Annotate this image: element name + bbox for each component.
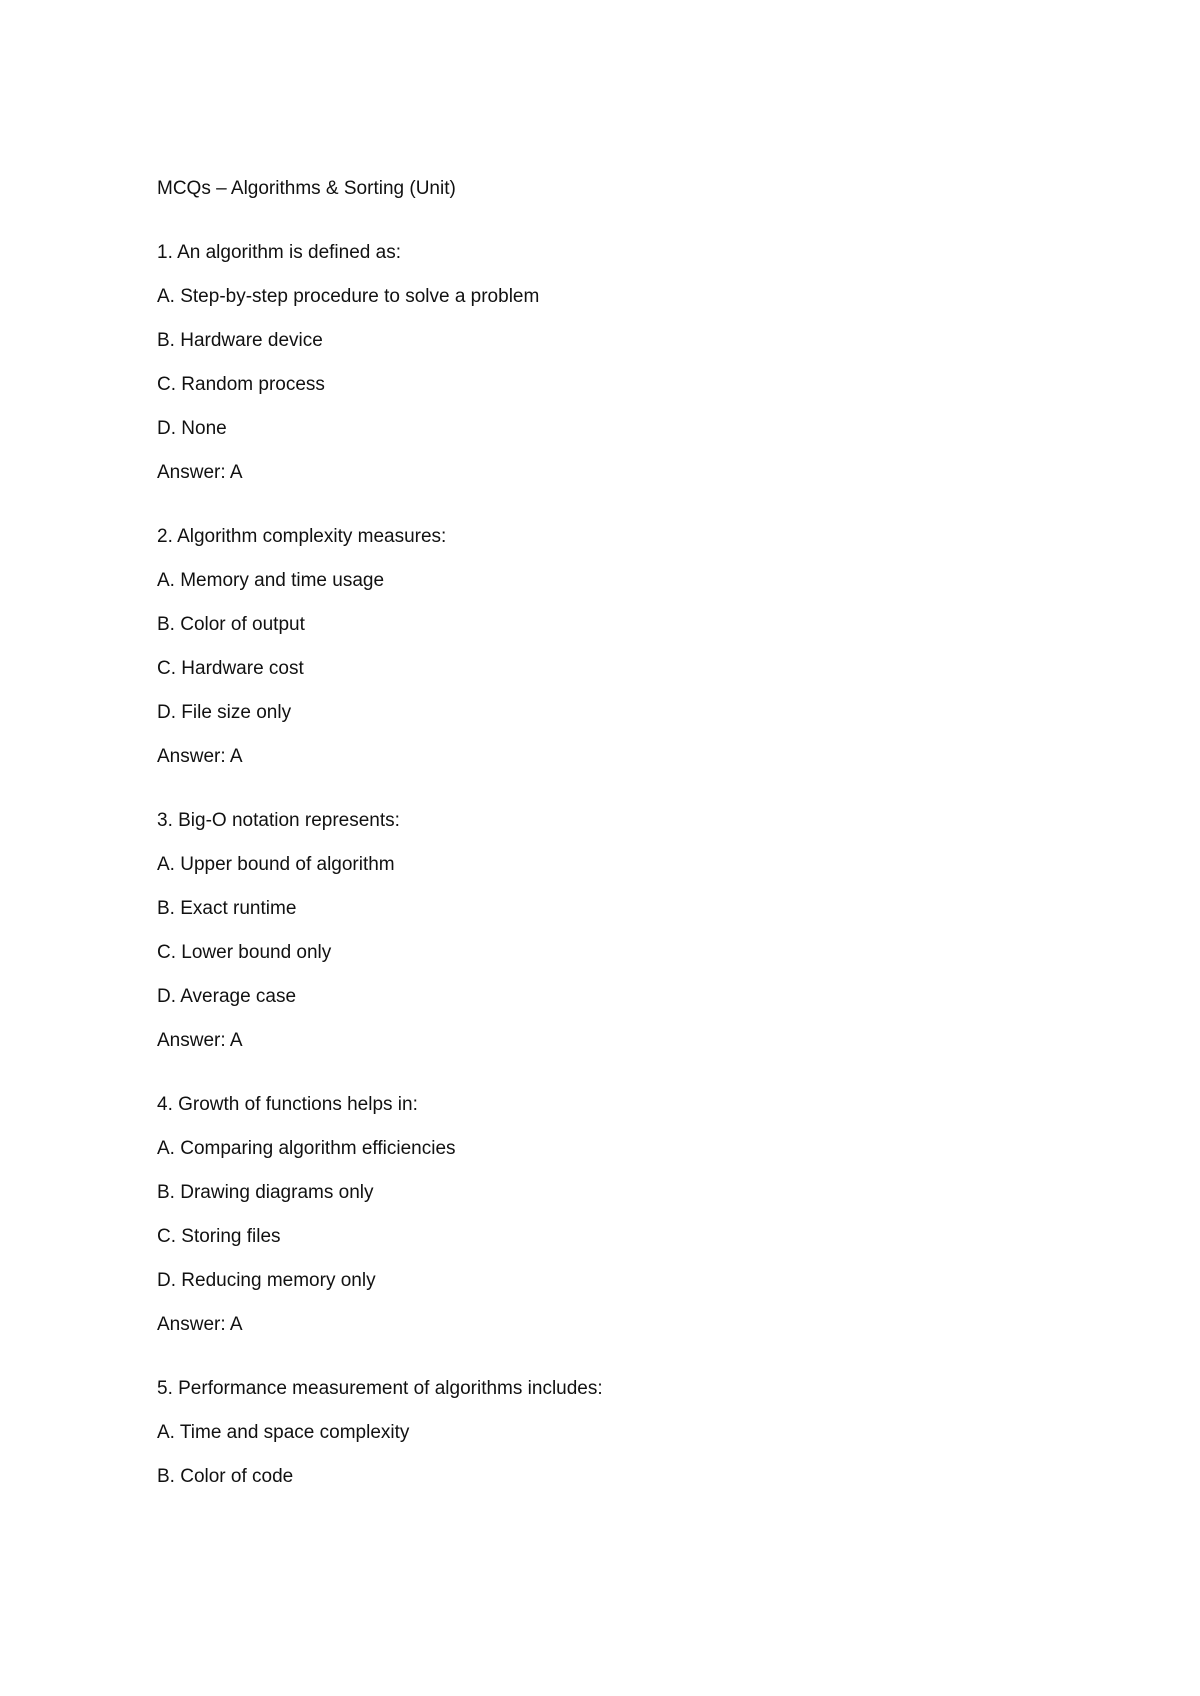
option-b: B. Drawing diagrams only [157, 1182, 374, 1203]
option-a: A. Memory and time usage [157, 570, 385, 591]
question-block [157, 810, 1117, 1052]
question-text: 1. An algorithm is defined as: [157, 242, 401, 263]
document-title: MCQs – Algorithms & Sorting (Unit) [157, 178, 456, 199]
option-d: D. File size only [157, 702, 292, 723]
question-block [157, 242, 1117, 484]
option-a: A. Upper bound of algorithm [157, 854, 395, 875]
option-b: B. Exact runtime [157, 898, 297, 919]
document-content [157, 178, 1117, 1510]
option-d: D. None [157, 418, 227, 439]
answer-text: Answer: A [157, 746, 243, 767]
option-a: A. Comparing algorithm efficiencies [157, 1138, 456, 1159]
option-d: D. Average case [157, 986, 297, 1007]
option-b: B. Color of code [157, 1466, 294, 1487]
option-a: A. Time and space complexity [157, 1422, 410, 1443]
question-block [157, 1094, 1117, 1336]
question-text: 5. Performance measurement of algorithms includes: [157, 1378, 603, 1399]
question-block [157, 1378, 1117, 1488]
question-text: 4. Growth of functions helps in: [157, 1094, 418, 1115]
answer-text: Answer: A [157, 1314, 243, 1335]
answer-text: Answer: A [157, 462, 243, 483]
option-b: B. Color of output [157, 614, 305, 635]
option-c: C. Random process [157, 374, 325, 395]
option-c: C. Lower bound only [157, 942, 332, 963]
question-text: 2. Algorithm complexity measures: [157, 526, 447, 547]
option-a: A. Step-by-step procedure to solve a problem [157, 286, 540, 307]
option-c: C. Hardware cost [157, 658, 304, 679]
question-text: 3. Big-O notation represents: [157, 810, 400, 831]
question-block [157, 526, 1117, 768]
option-c: C. Storing files [157, 1226, 281, 1247]
option-b: B. Hardware device [157, 330, 323, 351]
option-d: D. Reducing memory only [157, 1270, 376, 1291]
answer-text: Answer: A [157, 1030, 243, 1051]
